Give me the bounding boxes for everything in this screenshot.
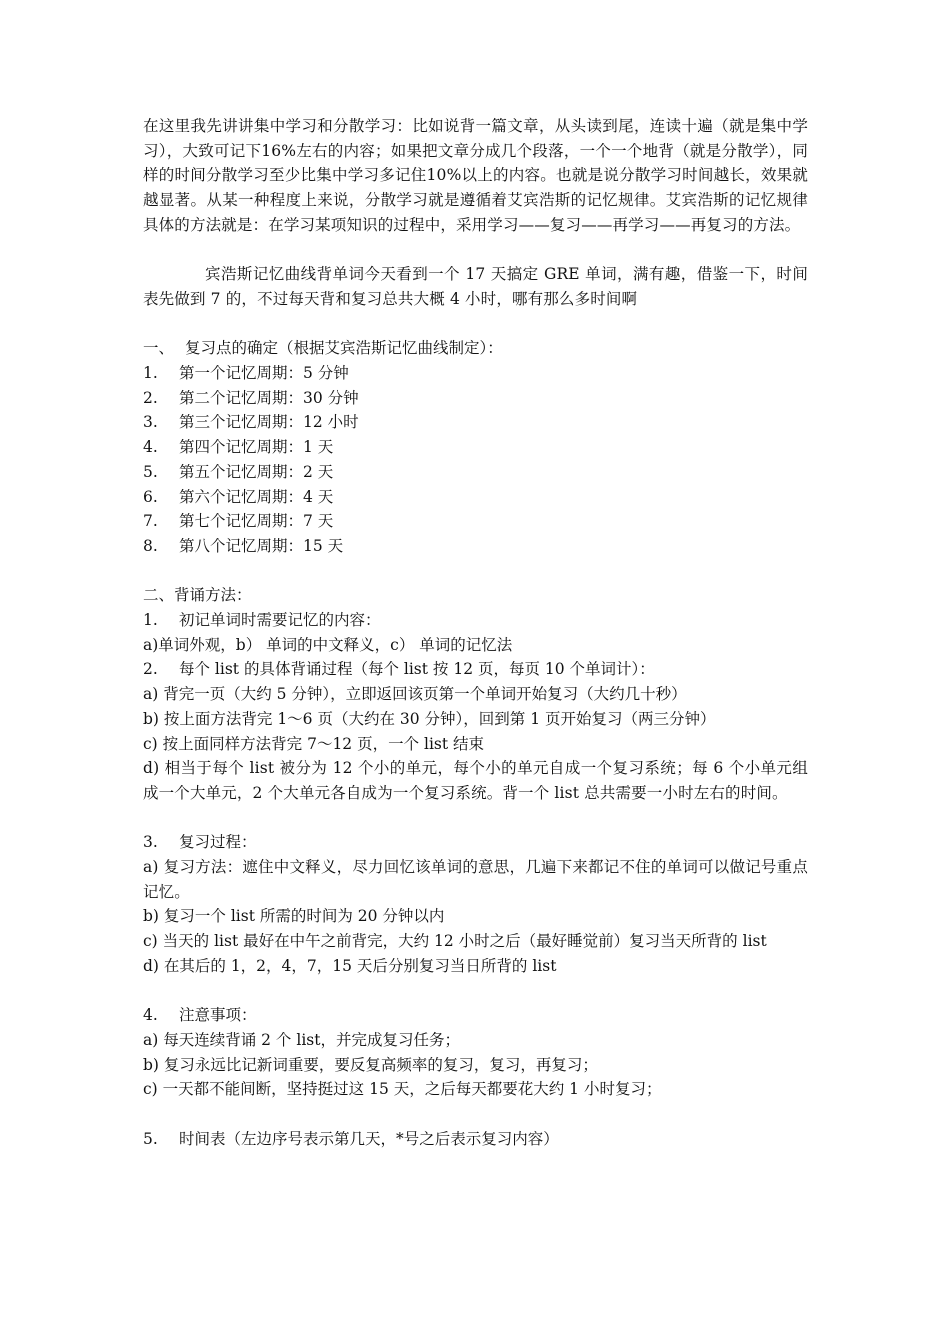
spacer xyxy=(143,806,808,831)
spacer xyxy=(143,1102,808,1127)
cycle-item: 2. 第二个记忆周期：30 分钟 xyxy=(143,388,359,407)
section2-step-a: a) 背完一页（大约 5 分钟），立即返回该页第一个单词开始复习（大约几十秒） xyxy=(143,685,687,704)
section2-step-d: d) 相当于每个 list 被分为 12 个小的单元，每个小的单元自成一个复习系统；每 6 个小单元组成一个大单元，2 个大单元各自成为一个复习系统。背一个 list 总共需要一小时左右的时间。 xyxy=(143,759,808,802)
cycle-item: 5. 第五个记忆周期：2 天 xyxy=(143,462,334,481)
document-page xyxy=(143,114,808,1151)
spacer xyxy=(143,559,808,584)
section3-a: a) 复习方法：遮住中文释义，尽力回忆该单词的意思，几遍下来都记不住的单词可以做记号重点记忆。 xyxy=(143,858,808,901)
cycle-item: 4. 第四个记忆周期：1 天 xyxy=(143,438,334,457)
section4-a: a) 每天连续背诵 2 个 list，并完成复习任务； xyxy=(143,1030,460,1049)
section1-number: 一、 xyxy=(143,339,175,358)
cycle-item: 3. 第三个记忆周期：12 小时 xyxy=(143,413,359,432)
intro-paragraph-2: 宾浩斯记忆曲线背单词今天看到一个 17 天搞定 GRE 单词，满有趣，借鉴一下，时间表先做到 7 的，不过每天背和复习总共大概 4 小时，哪有那么多时间啊 xyxy=(143,265,808,308)
cycle-item: 6. 第六个记忆周期：4 天 xyxy=(143,487,334,506)
section3-d: d) 在其后的 1，2，4，7，15 天后分别复习当日所背的 list xyxy=(143,956,557,975)
spacer xyxy=(143,312,808,337)
section1-title: 复习点的确定（根据艾宾浩斯记忆曲线制定）： xyxy=(185,339,503,358)
section2-item1-line: a)单词外观，b） 单词的中文释义，c） 单词的记忆法 xyxy=(143,635,513,654)
spacer xyxy=(143,238,808,263)
cycle-item: 7. 第七个记忆周期：7 天 xyxy=(143,512,334,531)
section2-item2-heading: 2. 每个 list 的具体背诵过程（每个 list 按 12 页，每页 10 个单词计）： xyxy=(143,660,655,679)
spacer xyxy=(143,979,808,1004)
section3-b: b) 复习一个 list 所需的时间为 20 分钟以内 xyxy=(143,907,445,926)
section1-heading xyxy=(143,336,808,361)
intro-paragraph: 在这里我先讲讲集中学习和分散学习：比如说背一篇文章，从头读到尾，连读十遍（就是集中学习），大致可记下16%左右的内容；如果把文章分成几个段落，一个一个地背（就是分散学），同样的时间分散学习至少比集中学习多记住10%以上的内容。也就是说分散学习时间越长，效果就越显著。从某一种程度上来说，分散学习就是遵循着艾宾浩斯的记忆规律。艾宾浩斯的记忆规律具体的方法就是：在学习某项知识的过程中，采用学习——复习——再学习——再复习的方法。 xyxy=(143,117,808,234)
section4-b: b) 复习永远比记新词重要，要反复高频率的复习，复习，再复习； xyxy=(143,1055,598,1074)
section2-step-b: b) 按上面方法背完 1～6 页（大约在 30 分钟），回到第 1 页开始复习（两三分钟） xyxy=(143,709,716,728)
section3-c: c) 当天的 list 最好在中午之前背完，大约 12 小时之后（最好睡觉前）复习当天所背的 list xyxy=(143,932,767,951)
section2-item1-heading: 1. 初记单词时需要记忆的内容： xyxy=(143,611,381,630)
cycle-item: 1. 第一个记忆周期：5 分钟 xyxy=(143,364,349,382)
section4-heading: 4. 注意事项： xyxy=(143,1006,257,1025)
section3-heading: 3. 复习过程： xyxy=(143,833,257,852)
section2-heading: 二、背诵方法： xyxy=(143,586,252,605)
section5-heading: 5. 时间表（左边序号表示第几天，*号之后表示复习内容） xyxy=(143,1129,559,1148)
section4-c: c) 一天都不能间断，坚持挺过这 15 天，之后每天都要花大约 1 小时复习； xyxy=(143,1080,662,1099)
section2-step-c: c) 按上面同样方法背完 7～12 页，一个 list 结束 xyxy=(143,734,485,753)
cycle-item: 8. 第八个记忆周期：15 天 xyxy=(143,536,344,555)
